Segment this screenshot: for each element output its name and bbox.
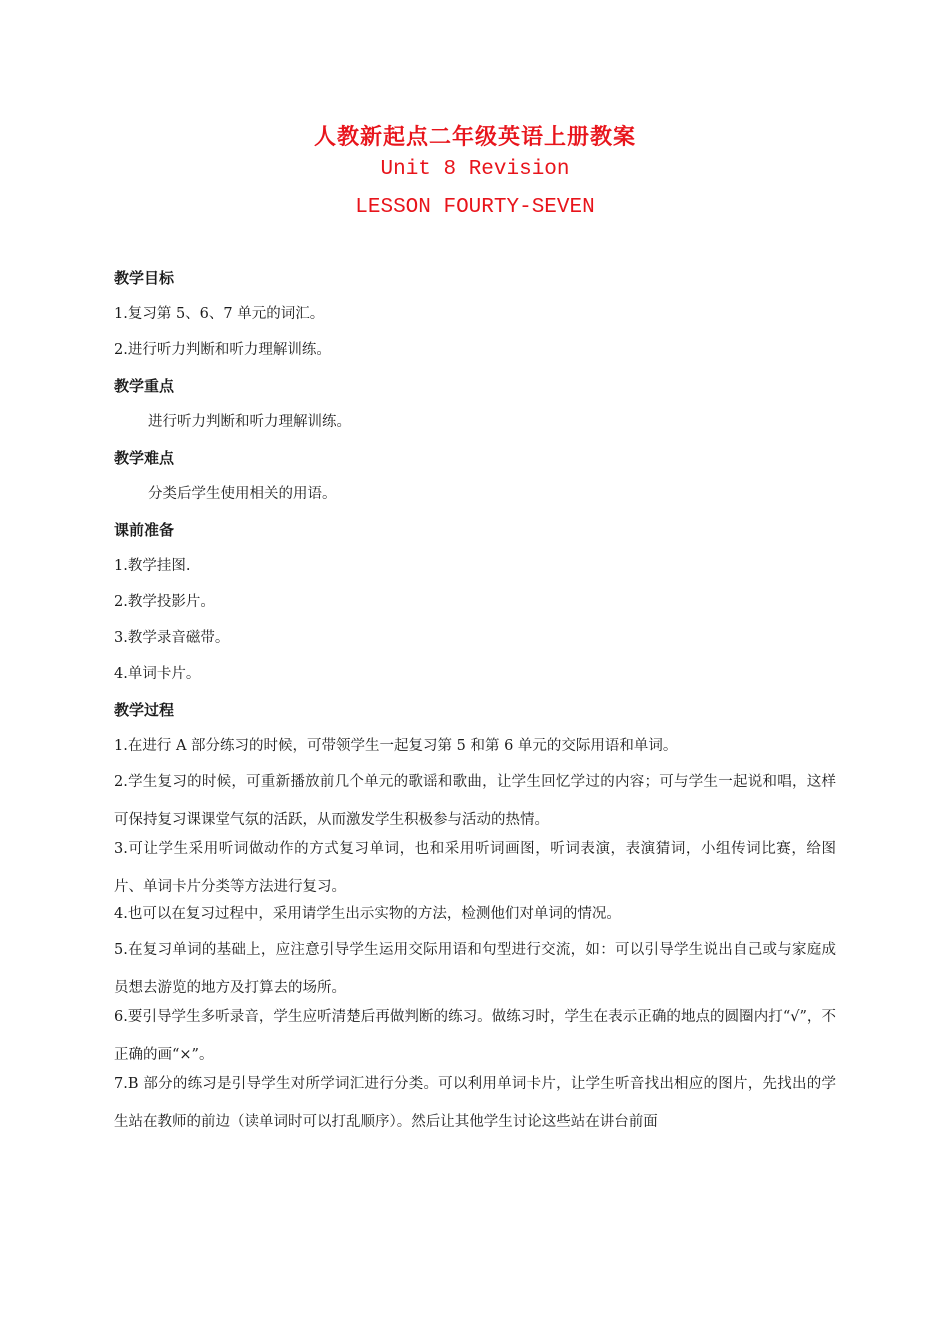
document-title: 人教新起点二年级英语上册教案 — [313, 125, 636, 150]
process-item: 2.学生复习的时候，可重新播放前几个单元的歌谣和歌曲，让学生回忆学过的内容；可与学生一起说和唱，这样可保持复习课课堂气氛的活跃，从而激发学生积极参与活动的热情。 — [114, 774, 836, 828]
process-item: 7.B 部分的练习是引导学生对所学词汇进行分类。可以利用单词卡片，让学生听音找出相应的图片，先找出的学生站在教师的前边（读单词时可以打乱顺序）。然后让其他学生讨论这些站在讲台前面 — [114, 1076, 836, 1130]
key-points-heading: 教学重点 — [114, 377, 175, 395]
process-item: 4.也可以在复习过程中，采用请学生出示实物的方法，检测他们对单词的情况。 — [114, 906, 621, 922]
process-item: 6.要引导学生多听录音，学生应听清楚后再做判断的练习。做练习时，学生在表示正确的地点的圆圈内打“√”，不正确的画“×”。 — [114, 1009, 836, 1063]
process-heading: 教学过程 — [114, 701, 175, 719]
preparation-heading: 课前准备 — [114, 521, 175, 539]
preparation-item: 3.教学录音磁带。 — [114, 630, 230, 646]
preparation-item: 2.教学投影片。 — [114, 594, 215, 610]
process-item: 5.在复习单词的基础上，应注意引导学生运用交际用语和句型进行交流，如：可以引导学生说出自己或与家庭成员想去游览的地方及打算去的场所。 — [114, 942, 836, 996]
process-item: 3.可让学生采用听词做动作的方式复习单词，也和采用听词画图，听词表演，表演猜词，小组传词比赛，给图片、单词卡片分类等方法进行复习。 — [114, 841, 836, 895]
unit-title: Unit 8 Revision — [380, 158, 570, 181]
objective-item: 2.进行听力判断和听力理解训练。 — [114, 342, 331, 358]
preparation-item: 4.单词卡片。 — [114, 666, 201, 682]
difficulties-heading: 教学难点 — [114, 449, 175, 467]
lesson-title: LESSON FOURTY-SEVEN — [355, 196, 595, 219]
key-points-text: 进行听力判断和听力理解训练。 — [148, 414, 351, 430]
objective-item: 1.复习第 5、6、7 单元的词汇。 — [114, 306, 325, 322]
difficulties-text: 分类后学生使用相关的用语。 — [148, 486, 337, 502]
objectives-heading: 教学目标 — [114, 269, 175, 287]
document-body — [114, 268, 836, 1139]
process-item: 1.在进行 A 部分练习的时候，可带领学生一起复习第 5 和第 6 单元的交际用语和单词。 — [114, 738, 678, 754]
preparation-item: 1.教学挂图. — [114, 558, 191, 574]
